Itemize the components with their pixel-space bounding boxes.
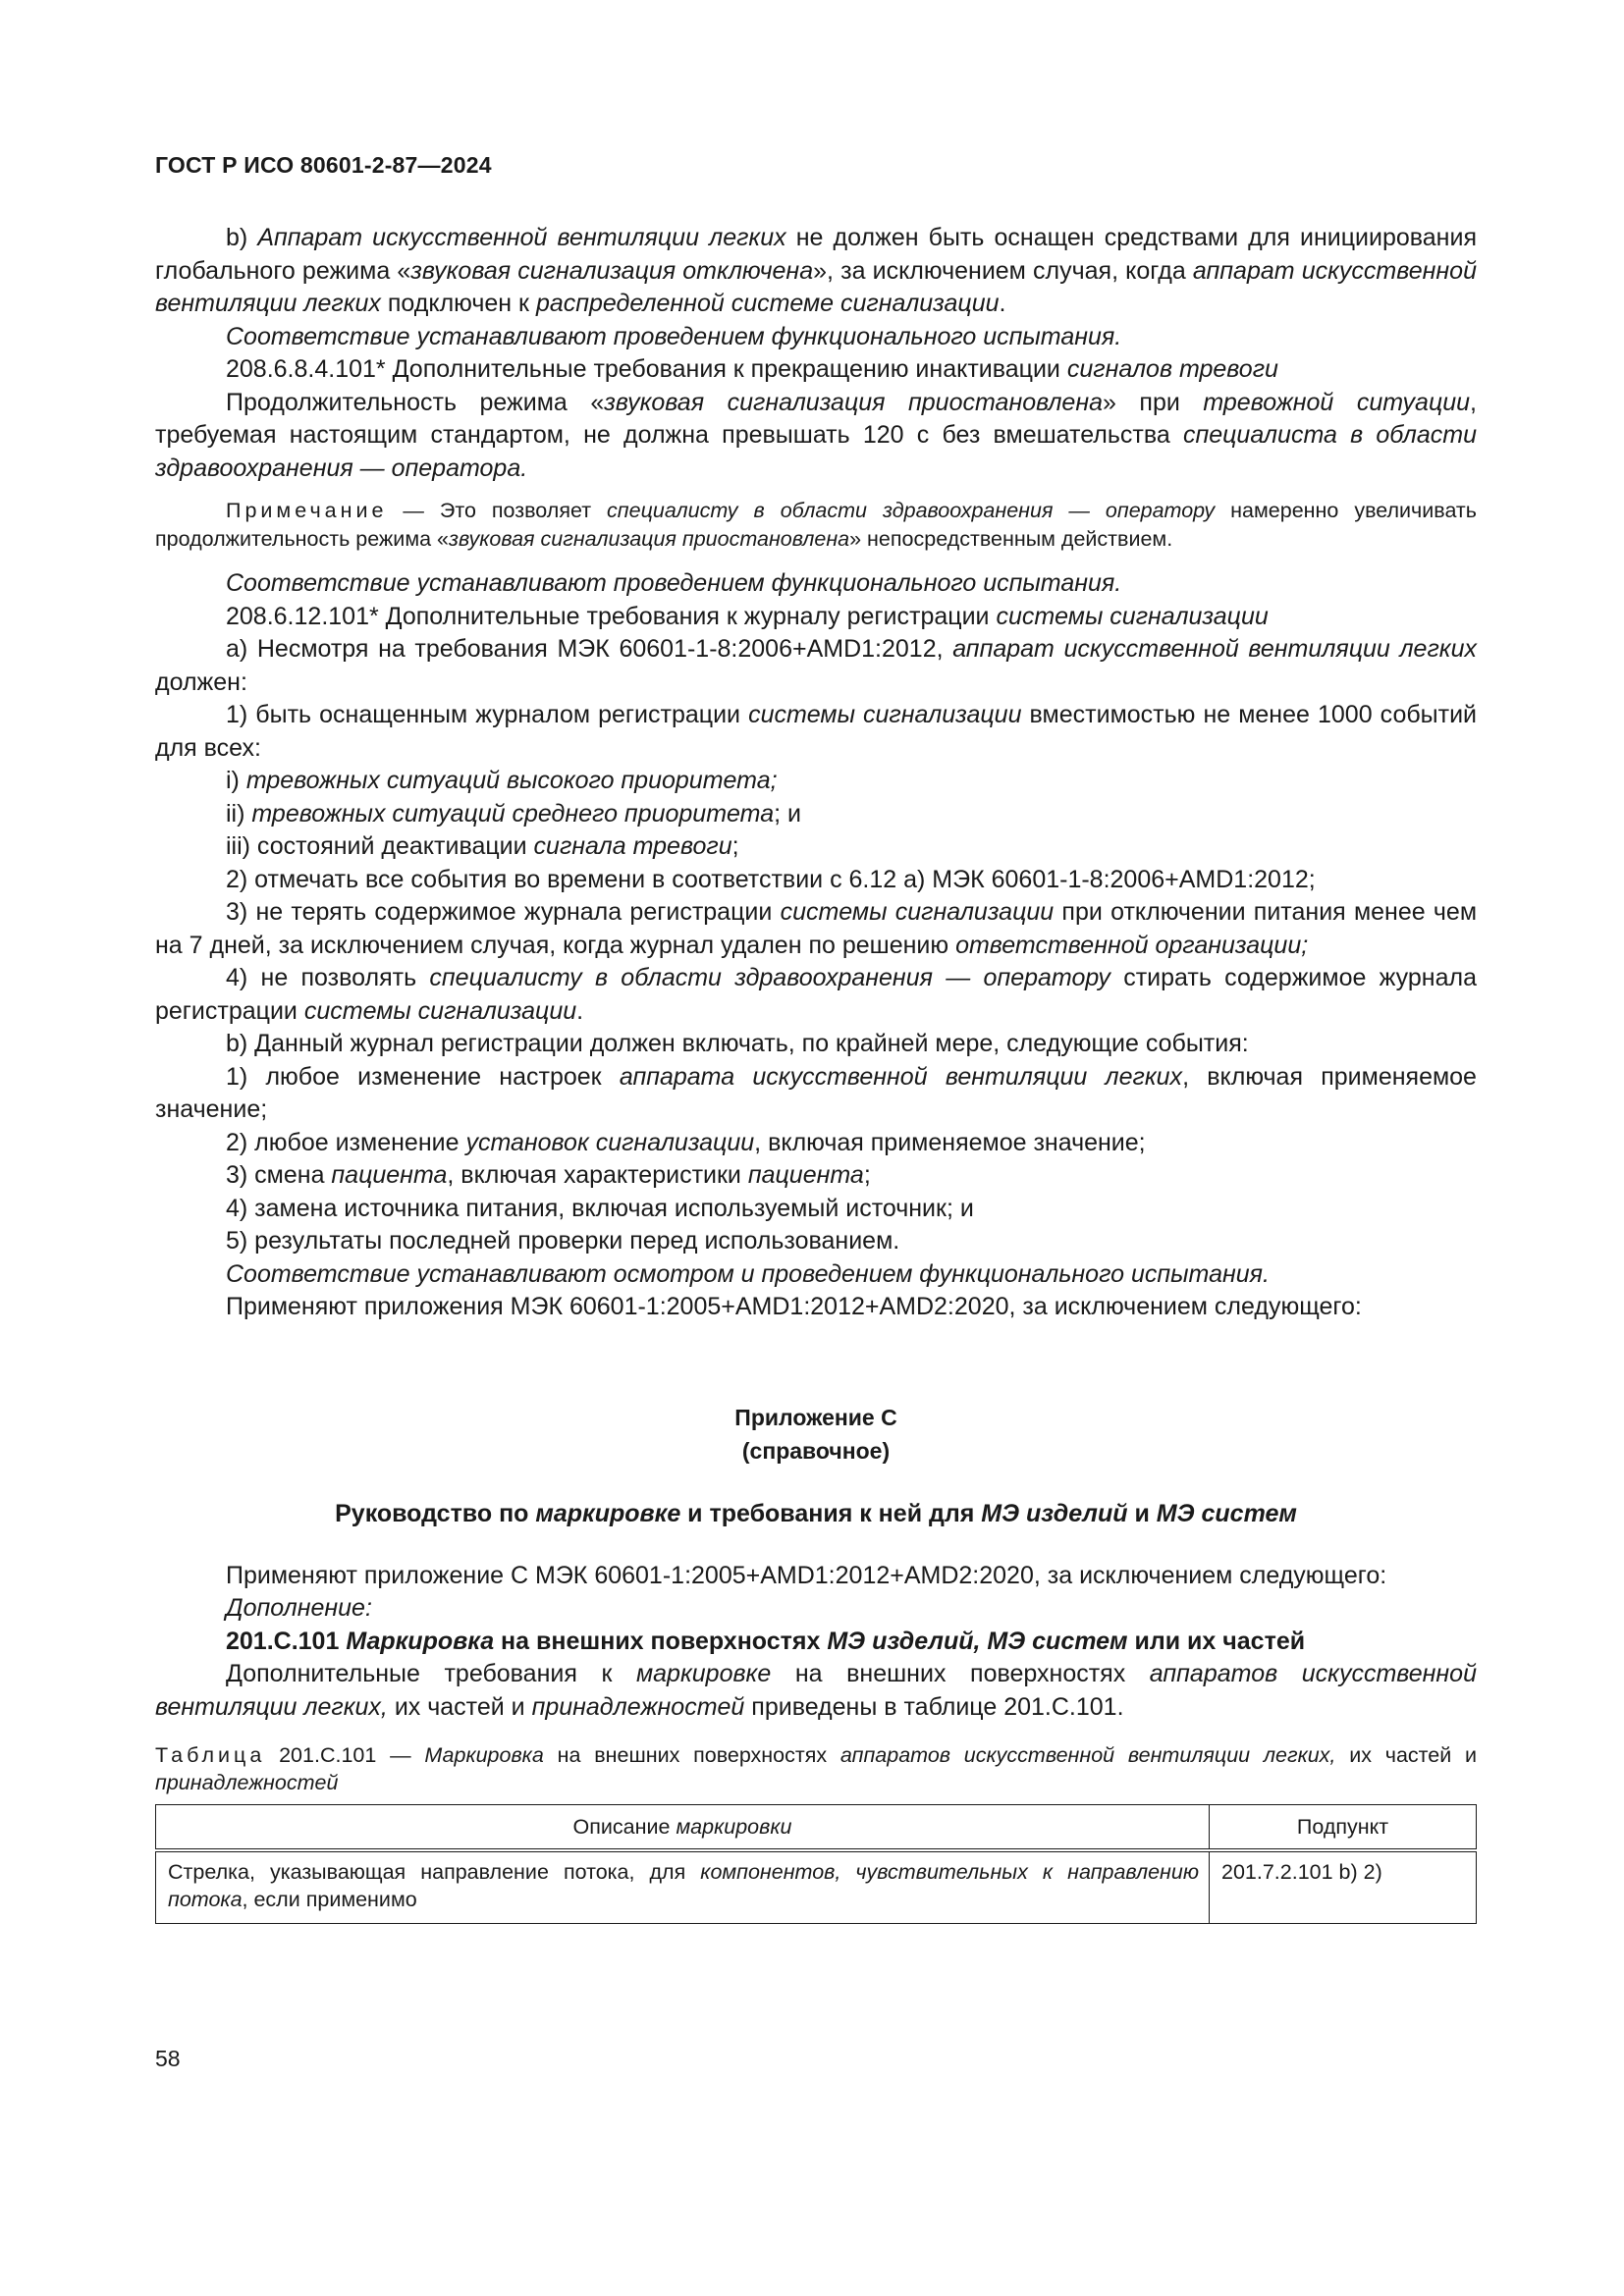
- body-text: [155, 222, 1477, 1924]
- table-cell-description: Стрелка, указывающая направление потока, для компонентов, чувствительных к направлению потока, если применимо: [156, 1850, 1210, 1924]
- table-label: Таблица: [155, 1743, 266, 1767]
- list-item: a) Несмотря на требования МЭК 60601-1-8:2006+AMD1:2012, аппарат искусственной вентиляции легких должен:: [155, 635, 1477, 696]
- annex-subtitle: (справочное): [741, 1437, 891, 1464]
- document-header: ГОСТ Р ИСО 80601-2-87—2024: [155, 152, 492, 178]
- paragraph: b) Аппарат искусственной вентиляции легких не должен быть оснащен средствами для инициирования глобального режима «звуковая сигнализация отключена», за исключением случая, когда аппарат искусственной вентиляции легких подключен к распределенной системе сигнализации.: [155, 224, 1477, 317]
- table-caption: Таблица 201.C.101 — Маркировка на внешних поверхностях аппаратов искусственной вентиляции легких, их частей и принадлежностей: [155, 1743, 1478, 1794]
- note-label: Примечание: [226, 499, 388, 522]
- paragraph: Продолжительность режима «звуковая сигнализация приостановлена» при тревожной ситуации, требуемая настоящим стандартом, не должна превышать 120 с без вмешательства специалиста в области здравоохранения — оператора.: [155, 388, 1477, 482]
- table-header-row: [156, 1805, 1477, 1851]
- list-item: 2) любое изменение установок сигнализации, включая применяемое значение;: [226, 1128, 1146, 1156]
- note: Примечание — Это позволяет специалисту в области здравоохранения — оператору намеренно увеличивать продолжительность режима «звуковая сигнализация приостановлена» непосредственным действием.: [155, 499, 1477, 551]
- annex-heading: Руководство по маркировке и требования к ней для МЭ изделий и МЭ систем: [335, 1499, 1297, 1527]
- clause-heading: 208.6.8.4.101* Дополнительные требования к прекращению инактивации сигналов тревоги: [226, 355, 1278, 383]
- list-item: 3) смена пациента, включая характеристики пациента;: [226, 1161, 871, 1189]
- clause-heading: 201.C.101 Маркировка на внешних поверхностях МЭ изделий, МЭ систем или их частей: [226, 1627, 1306, 1655]
- clause-heading: 208.6.12.101* Дополнительные требования к журналу регистрации системы сигнализации: [226, 602, 1269, 630]
- compliance-statement: Соответствие устанавливают осмотром и проведением функционального испытания.: [226, 1259, 1270, 1288]
- table-row: [156, 1850, 1477, 1924]
- column-header-clause: Подпункт: [1210, 1805, 1477, 1851]
- paragraph: Применяют приложения МЭК 60601-1:2005+AMD1:2012+AMD2:2020, за исключением следующего:: [226, 1293, 1362, 1320]
- list-item: i) тревожных ситуаций высокого приоритета;: [226, 767, 778, 794]
- addition-label: Дополнение:: [226, 1594, 372, 1622]
- list-item: 2) отмечать все события во времени в соответствии с 6.12 a) МЭК 60601-1-8:2006+AMD1:2012;: [226, 865, 1316, 893]
- column-header-description: Описание маркировки: [156, 1805, 1210, 1851]
- marking-table: [155, 1804, 1477, 1924]
- list-item: 4) замена источника питания, включая используемый источник; и: [226, 1194, 974, 1222]
- page-number: 58: [155, 2046, 181, 2071]
- paragraph: Дополнительные требования к маркировке на внешних поверхностях аппаратов искусственной вентиляции легких, их частей и принадлежностей приведены в таблице 201.C.101.: [155, 1660, 1477, 1721]
- list-item: 1) быть оснащенным журналом регистрации системы сигнализации вместимостью не менее 1000 событий для всех:: [155, 701, 1478, 762]
- list-item: b) Данный журнал регистрации должен включать, по крайней мере, следующие события:: [226, 1030, 1249, 1057]
- list-item: 3) не терять содержимое журнала регистрации системы сигнализации при отключении питания менее чем на 7 дней, за исключением случая, когда журнал удален по решению ответственной организации;: [155, 898, 1478, 959]
- list-item: 5) результаты последней проверки перед использованием.: [226, 1227, 900, 1255]
- list-item: ii) тревожных ситуаций среднего приоритета; и: [226, 799, 801, 828]
- table-cell-clause: 201.7.2.101 b) 2): [1210, 1850, 1477, 1924]
- list-item: 1) любое изменение настроек аппарата искусственной вентиляции легких, включая применяемое значение;: [155, 1062, 1477, 1123]
- list-item: 4) не позволять специалисту в области здравоохранения — оператору стирать содержимое журнала регистрации системы сигнализации.: [155, 964, 1478, 1025]
- compliance-statement: Соответствие устанавливают проведением функционального испытания.: [226, 569, 1122, 597]
- annex-title: Приложение С: [734, 1404, 897, 1430]
- list-item: iii) состояний деактивации сигнала тревоги;: [226, 832, 739, 860]
- paragraph: Применяют приложение С МЭК 60601-1:2005+AMD1:2012+AMD2:2020, за исключением следующего:: [226, 1561, 1387, 1589]
- compliance-statement: Соответствие устанавливают проведением функционального испытания.: [226, 322, 1122, 350]
